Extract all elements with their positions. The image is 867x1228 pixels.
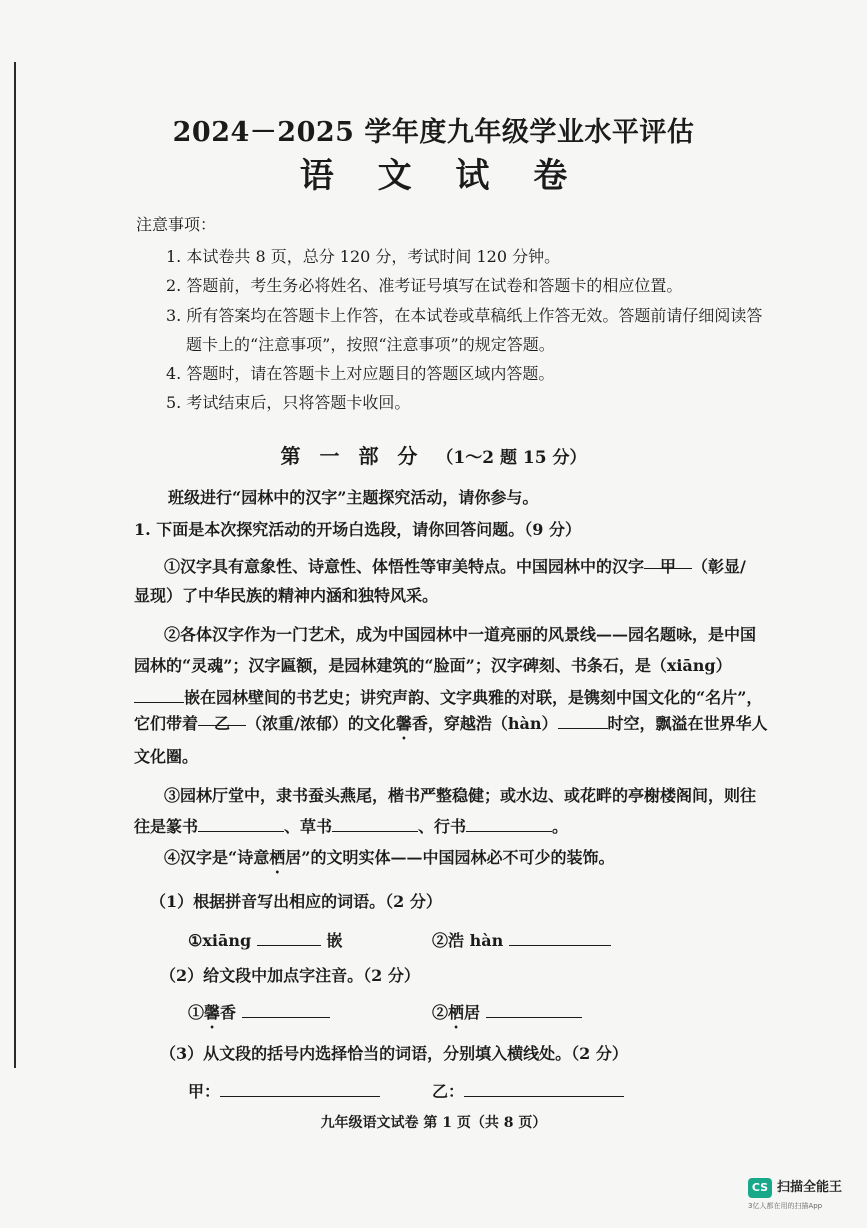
sub-question-1: （1）根据拼音写出相应的词语。（2 分） [150,892,442,911]
blank-jia: 甲 [644,554,692,569]
sub2-answer-b: ②栖居 [432,1000,582,1032]
blank-yi: 乙 [198,711,246,726]
binding-margin-line [14,62,16,1068]
q1-para2-line3: 嵌在园林壁间的书艺史；讲究声韵、文字典雅的对联，是镌刻中国文化的“名片”， [134,685,762,708]
notice-item-2: 2. 答题前，考生务必将姓名、准考证号填写在试卷和答题卡的相应位置。 [166,276,683,295]
q1-para3-line2: 往是篆书 、草书 、行书 。 [134,817,569,836]
question-1-stem: 1. 下面是本次探究活动的开场白选段，请你回答问题。（9 分） [134,520,581,539]
q1-para2-line2: 园林的“灵魂”；汉字匾额，是园林建筑的“脸面”；汉字碑刻、书条石，是（xiāng） [134,656,732,675]
sub1-answer-b: ②浩 hàn [432,928,611,951]
exam-subtitle: 语 文 试 卷 [299,156,584,196]
sub1-answer-a: ①xiāng 嵌 [188,931,343,950]
scanner-watermark [748,1172,860,1212]
q1-para4: ④汉字是“诗意栖居”的文明实体——中国园林必不可少的装饰。 [164,848,615,867]
sub3-answer-jia: 甲： [188,1079,380,1102]
answer-blank-yi[interactable] [464,1082,624,1097]
section-score: （1～2 题 15 分） [436,448,587,468]
blank-xingshu [466,817,552,832]
sub3-answer-yi: 乙： [432,1079,624,1102]
q1-para1-line2: 显现）了中华民族的精神内涵和独特风采。 [134,586,439,605]
dotted-char-xin: 馨 [395,714,412,733]
section-heading [0,440,867,469]
page-footer: 九年级语文试卷 第 1 页（共 8 页） [320,1115,547,1131]
notice-item-1: 1. 本试卷共 8 页，总分 120 分，考试时间 120 分钟。 [166,247,561,266]
blank-zhuanshu [198,817,284,832]
q1-para2-line4: 它们带着 乙 （浓重/浓郁）的文化馨香，穿越浩（hàn） 时空，飘溢在世界华人 [134,711,768,743]
q1-para1-line1: ①汉字具有意象性、诗意性、体悟性等审美特点。中国园林中的汉字 甲 （彰显/ [164,554,746,577]
camscanner-logo-icon: CS [748,1178,772,1198]
sub-question-2: （2）给文段中加点字注音。（2 分） [160,966,420,985]
q1-para2-line5: 文化圈。 [134,747,199,766]
watermark-tagline: 3亿人都在用的扫描App [748,1202,823,1210]
answer-blank-xiang[interactable] [257,931,321,946]
exam-title: 2024－2025 学年度九年级学业水平评估 [172,117,695,148]
answer-blank-qi[interactable] [486,1003,582,1018]
watermark-name: 扫描全能王 [777,1180,843,1195]
notice-item-5: 5. 考试结束后，只将答题卡收回。 [166,393,411,412]
notice-heading: 注意事项： [136,215,217,234]
answer-blank-han[interactable] [509,931,611,946]
notice-item-3: 3. 所有答案均在答题卡上作答，在本试卷或草稿纸上作答无效。答题前请仔细阅读答 [166,306,763,325]
blank-han [558,714,608,729]
notice-item-3-cont: 题卡上的“注意事项”，按照“注意事项”的规定答题。 [186,335,555,354]
notice-item-4: 4. 答题时，请在答题卡上对应题目的答题区域内答题。 [166,364,555,383]
q1-para2-line1: ②各体汉字作为一门艺术，成为中国园林中一道亮丽的风景线——园名题咏，是中国 [164,625,757,644]
blank-xiang [134,688,184,703]
blank-caoshu [332,817,418,832]
answer-blank-xin[interactable] [242,1003,330,1018]
sub-question-3: （3）从文段的括号内选择恰当的词语，分别填入横线处。（2 分） [160,1044,628,1063]
sub2-answer-a: ①馨香 [188,1000,330,1032]
dotted-char-qi: 栖 [269,848,286,867]
q1-para3-line1: ③园林厅堂中，隶书蚕头燕尾，楷书严整稳健；或水边、或花畔的亭榭楼阁间，则往 [164,786,757,805]
section-title: 第 一 部 分 [280,444,424,468]
section-intro: 班级进行“园林中的汉字”主题探究活动，请你参与。 [168,488,539,507]
answer-blank-jia[interactable] [220,1082,380,1097]
